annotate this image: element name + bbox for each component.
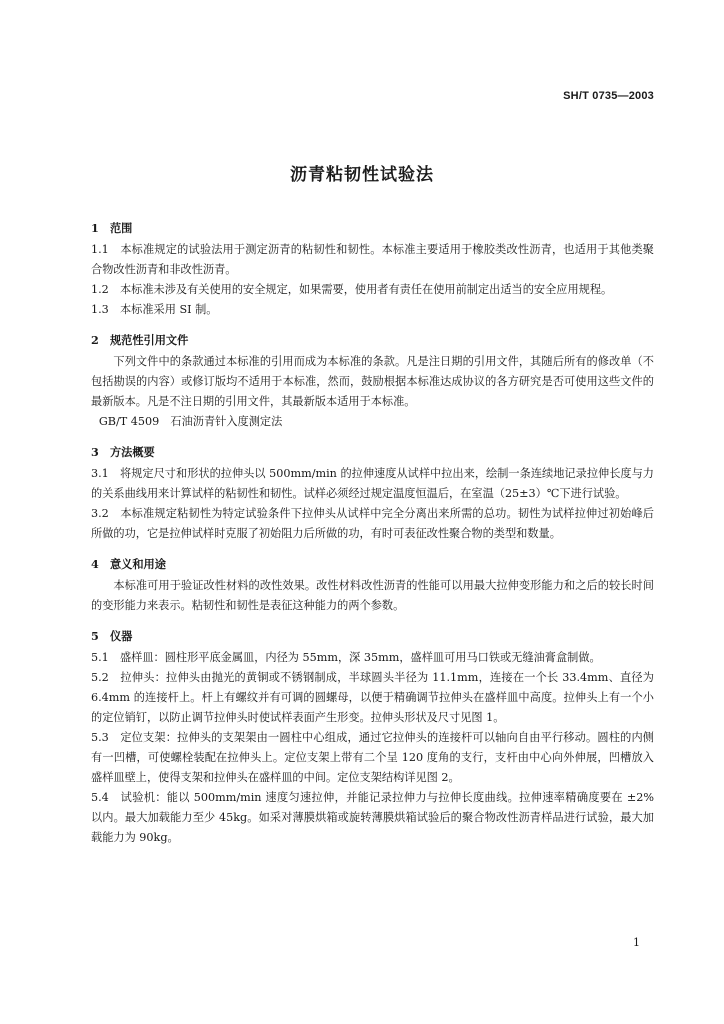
paragraph-3-2: 3.2 本标准规定粘韧性为特定试验条件下拉伸头从试样中完全分离出来所需的总功。韧性为试样拉伸过初始峰后所做的功，它是拉伸试样时克服了初始阻力后所做的功，有时可表征改性聚合物的类型和数量。 [91,507,654,540]
paragraph-1-3: 1.3 本标准采用 SI 制。 [91,303,218,316]
paragraph-1-2: 1.2 本标准未涉及有关使用的安全规定，如果需要，使用者有责任在使用前制定出适当的安全应用规程。 [91,283,613,296]
reference-item: GB/T 4509 石油沥青针入度测定法 [98,415,283,428]
paragraph-2: 下列文件中的条款通过本标准的引用而成为本标准的条款。凡是注日期的引用文件，其随后所有的修改单（不包括勘误的内容）或修订版均不适用于本标准，然而，鼓励根据本标准达成协议的各方研究是否可使用这些文件的最新版本。凡是不注日期的引用文件，其最新版本适用于本标准。 [91,355,654,408]
paragraph-5-3: 5.3 定位支架：拉伸头的支架架由一圆柱中心组成，通过它拉伸头的连接杆可以轴向自由平行移动。圆柱的内侧有一凹槽，可使螺栓装配在拉伸头上。定位支架上带有二个呈 120 度角的支行，支杆由中心向外伸展，凹槽放入盛样皿壁上，使得支架和拉伸头在盛样皿的中间。定位支架结构详见图 2。 [91,731,654,784]
section-heading-scope: 1 范围 [91,221,133,235]
section-heading-significance: 4 意义和用途 [91,557,166,571]
paragraph-4: 本标准可用于验证改性材料的改性效果。改性材料改性沥青的性能可以用最大拉伸变形能力和之后的较长时间的变形能力来表示。粘韧性和韧性是表征这种能力的两个参数。 [91,579,654,612]
document-title: 沥青粘韧性试验法 [290,165,434,185]
section-heading-references: 2 规范性引用文件 [91,333,189,347]
paragraph-5-1: 5.1 盛样皿：圆柱形平底金属皿，内径为 55mm，深 35mm，盛样皿可用马口铁或无缝油膏盒制做。 [91,651,601,664]
paragraph-5-4: 5.4 试验机：能以 500mm/min 速度匀速拉伸，并能记录拉伸力与拉伸长度曲线。拉伸速率精确度要在 ±2% 以内。最大加载能力至少 45kg。如采对薄膜烘箱或旋转薄膜烘箱试验后的聚合物改性沥青样品进行试验，最大加载能力为 90kg。 [91,791,654,844]
paragraph-3-1: 3.1 将规定尺寸和形状的拉伸头以 500mm/min 的拉伸速度从试样中拉出来，绘制一条连续地记录拉伸长度与力的关系曲线用来计算试样的粘韧性和韧性。试样必须经过规定温度恒温后，在室温（25±3）℃下进行试验。 [91,467,654,500]
paragraph-1-1: 1.1 本标准规定的试验法用于测定沥青的粘韧性和韧性。本标准主要适用于橡胶类改性沥青，也适用于其他类聚合物改性沥青和非改性沥青。 [91,243,654,276]
section-heading-apparatus: 5 仪器 [91,629,133,643]
standard-number: SH/T 0735—2003 [563,90,654,102]
paragraph-5-2: 5.2 拉伸头：拉伸头由抛光的黄铜或不锈钢制成，半球圆头半径为 11.1mm，连接在一个长 33.4mm、直径为 6.4mm 的连接杆上。杆上有螺纹并有可调的圆螺母，以便于精确调节拉伸头在盛样皿中高度。拉伸头上有一个小的定位销钉，以防止调节拉伸头时使试样表面产生形变。拉伸头形状及尺寸见图 1。 [91,671,654,724]
section-heading-method: 3 方法概要 [91,445,155,459]
document-body [91,218,654,848]
page-number: 1 [633,936,640,949]
